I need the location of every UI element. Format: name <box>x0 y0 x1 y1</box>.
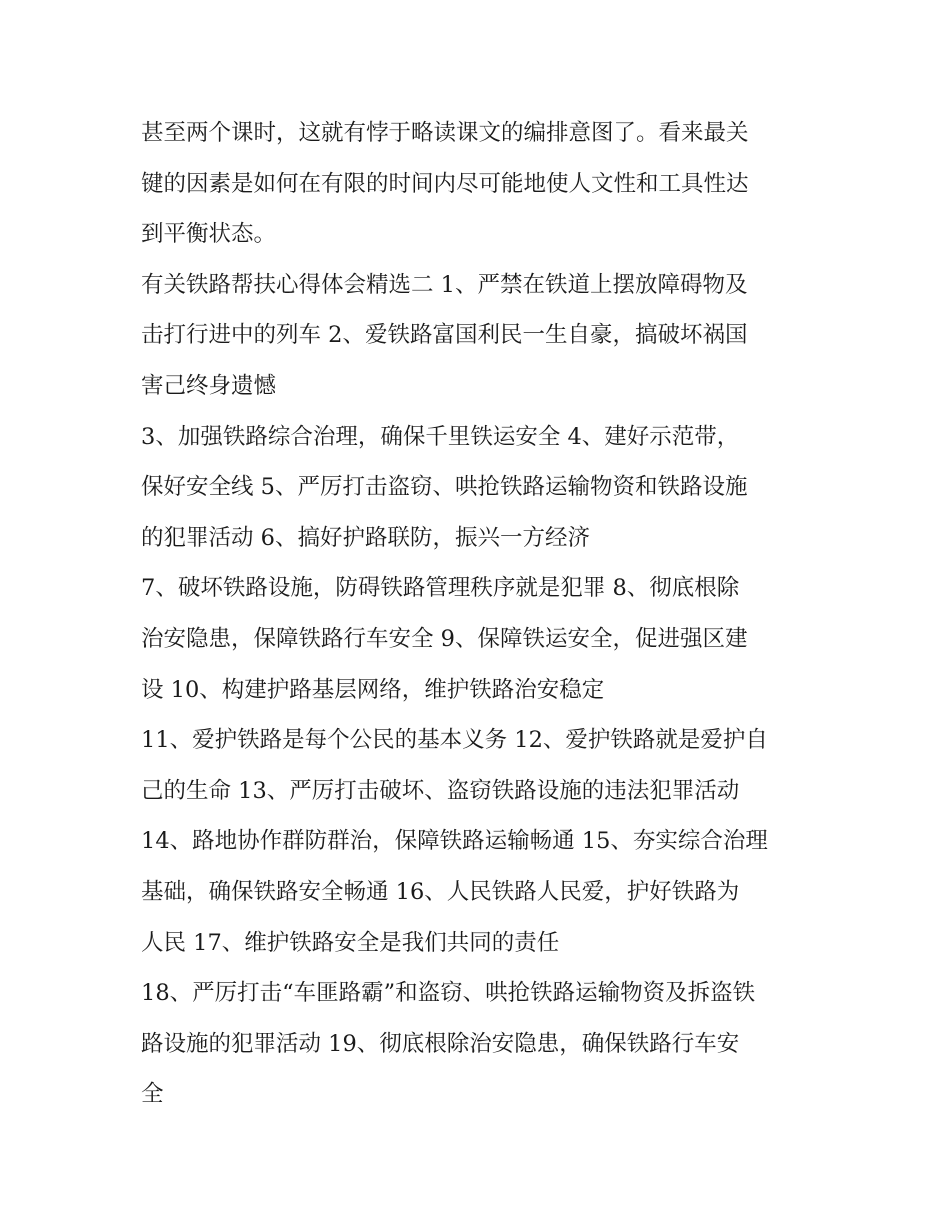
text-line: 害己终身遗憾 <box>141 372 277 399</box>
text-line: 7、破坏铁路设施，防碍铁路管理秩序就是犯罪 8、彻底根除 <box>141 575 740 602</box>
text-line: 14、路地协作群防群治，保障铁路运输畅通 15、夯实综合治理 <box>141 828 768 855</box>
text-line: 甚至两个课时，这就有悖于略读课文的编排意图了。看来最关 <box>141 120 749 146</box>
text-line: 保好安全线 5、严厉打击盗窃、哄抢铁路运输物资和铁路设施 <box>141 474 748 501</box>
text-line: 己的生命 13、严厉打击破坏、盗窃铁路设施的违法犯罪活动 <box>141 777 740 804</box>
text-line: 治安隐患，保障铁路行车安全 9、保障铁运安全，促进强区建 <box>141 625 748 652</box>
text-line: 设 10、构建护路基层网络，维护铁路治安稳定 <box>141 676 605 703</box>
text-line: 11、爱护铁路是每个公民的基本义务 12、爱护铁路就是爱护自 <box>141 727 768 754</box>
text-line: 基础，确保铁路安全畅通 16、人民铁路人民爱，护好铁路为 <box>141 878 740 905</box>
text-line: 路设施的犯罪活动 19、彻底根除治安隐患，确保铁路行车安 <box>141 1030 740 1057</box>
text-line: 18、严厉打击“车匪路霸”和盗窃、哄抢铁路运输物资及拆盗铁 <box>141 980 756 1007</box>
text-line: 人民 17、维护铁路安全是我们共同的责任 <box>141 929 560 956</box>
text-line: 的犯罪活动 6、搞好护路联防，振兴一方经济 <box>141 524 590 551</box>
text-line: 有关铁路帮扶心得体会精选二 1、严禁在铁道上摆放障碍物及 <box>141 271 748 298</box>
text-line: 3、加强铁路综合治理，确保千里铁运安全 4、建好示范带， <box>141 423 740 450</box>
text-line: 击打行进中的列车 2、爱铁路富国利民一生自豪，搞破坏祸国 <box>141 322 748 349</box>
text-line: 键的因素是如何在有限的时间内尽可能地使人文性和工具性达 <box>141 170 749 197</box>
text-line: 到平衡状态。 <box>141 221 277 248</box>
body-text <box>141 108 821 1120</box>
text-line: 全 <box>141 1081 164 1108</box>
